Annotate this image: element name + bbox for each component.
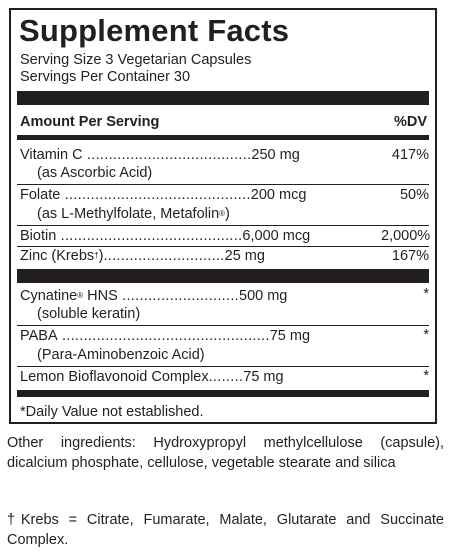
nutrient-amount: 500 mg — [239, 288, 288, 304]
leader-dots: ........................................... — [60, 187, 251, 203]
leader-dots: ........ — [208, 369, 244, 385]
nutrient-amount: 75 mg — [269, 328, 311, 344]
nutrient-dv: * — [423, 286, 429, 302]
supplement-facts-panel — [9, 8, 437, 424]
dagger-mark: † — [94, 251, 99, 260]
panel-title: Supplement Facts — [19, 13, 290, 48]
nutrient-name: Cynatine — [20, 288, 78, 304]
nutrient-row-zinc — [20, 248, 265, 265]
medium-divider — [17, 390, 429, 397]
nutrient-name-end: HNS — [83, 288, 118, 304]
leader-dots: .......................................... — [56, 228, 243, 244]
nutrient-name: PABA — [20, 328, 58, 344]
nutrient-note: (soluble keratin) — [37, 306, 141, 322]
medium-divider — [17, 135, 429, 140]
nutrient-amount: 6,000 mcg — [242, 228, 311, 244]
nutrient-name: Folate — [20, 187, 61, 203]
nutrient-dv: * — [423, 327, 429, 343]
thick-divider — [17, 269, 429, 283]
leader-dots: ................................................ — [57, 328, 270, 344]
servings-per-container: Servings Per Container 30 — [20, 69, 191, 85]
dv-label: %DV — [393, 114, 427, 130]
registered-mark: ® — [219, 209, 226, 218]
nutrient-amount: 25 mg — [224, 248, 265, 264]
serving-size: Serving Size 3 Vegetarian Capsules — [20, 52, 252, 68]
registered-mark: ® — [77, 291, 84, 300]
nutrient-row-biotin — [20, 228, 310, 245]
nutrient-name: Lemon Bioflavonoid Complex — [20, 369, 209, 385]
row-divider — [17, 325, 429, 326]
nutrient-amount: 200 mcg — [250, 187, 307, 203]
nutrient-dv: 2,000% — [381, 228, 431, 244]
nutrient-row-paba — [20, 328, 310, 345]
daily-value-footnote: *Daily Value not established. — [20, 404, 204, 420]
nutrient-dv: 167% — [391, 248, 429, 264]
row-divider — [17, 225, 429, 226]
row-divider — [17, 184, 429, 185]
nutrient-name: Biotin — [20, 228, 57, 244]
nutrient-note — [37, 206, 230, 223]
nutrient-amount: 75 mg — [243, 369, 284, 385]
nutrient-note: (Para-Aminobenzoic Acid) — [37, 347, 205, 363]
nutrient-row-lemon-bioflavonoid — [20, 369, 284, 386]
amount-per-serving-label: Amount Per Serving — [20, 114, 160, 130]
nutrient-dv: 417% — [391, 147, 429, 163]
krebs-footnote: †Krebs = Citrate, Fumarate, Malate, Glutarate and Succinate Complex. — [7, 512, 444, 548]
nutrient-dv: * — [423, 368, 429, 384]
nutrient-name: Zinc (Krebs — [20, 248, 95, 264]
row-divider — [17, 366, 429, 367]
nutrient-amount: 250 mg — [251, 147, 300, 163]
nutrient-name: Vitamin C — [20, 147, 83, 163]
note-text: (as L-Methylfolate, Metafolin — [37, 206, 220, 222]
nutrient-row-cynatine — [20, 288, 287, 305]
leader-dots: ........................... — [117, 288, 239, 304]
other-ingredients: Other ingredients: Hydroxypropyl methylcellulose (capsule), dicalcium phosphate, cellulose, vegetable stearate and silica — [7, 435, 444, 471]
leader-dots: ...................................... — [82, 147, 252, 163]
thick-divider — [17, 91, 429, 105]
column-header — [20, 114, 429, 132]
nutrient-note: (as Ascorbic Acid) — [37, 165, 153, 181]
note-end: ) — [225, 206, 230, 222]
nutrient-row-vitamin-c — [20, 147, 300, 164]
nutrient-name-end: ) — [98, 248, 104, 264]
leader-dots: ............................ — [103, 248, 225, 264]
row-divider — [17, 246, 429, 247]
nutrient-row-folate — [20, 187, 306, 204]
nutrient-dv: 50% — [399, 187, 429, 203]
